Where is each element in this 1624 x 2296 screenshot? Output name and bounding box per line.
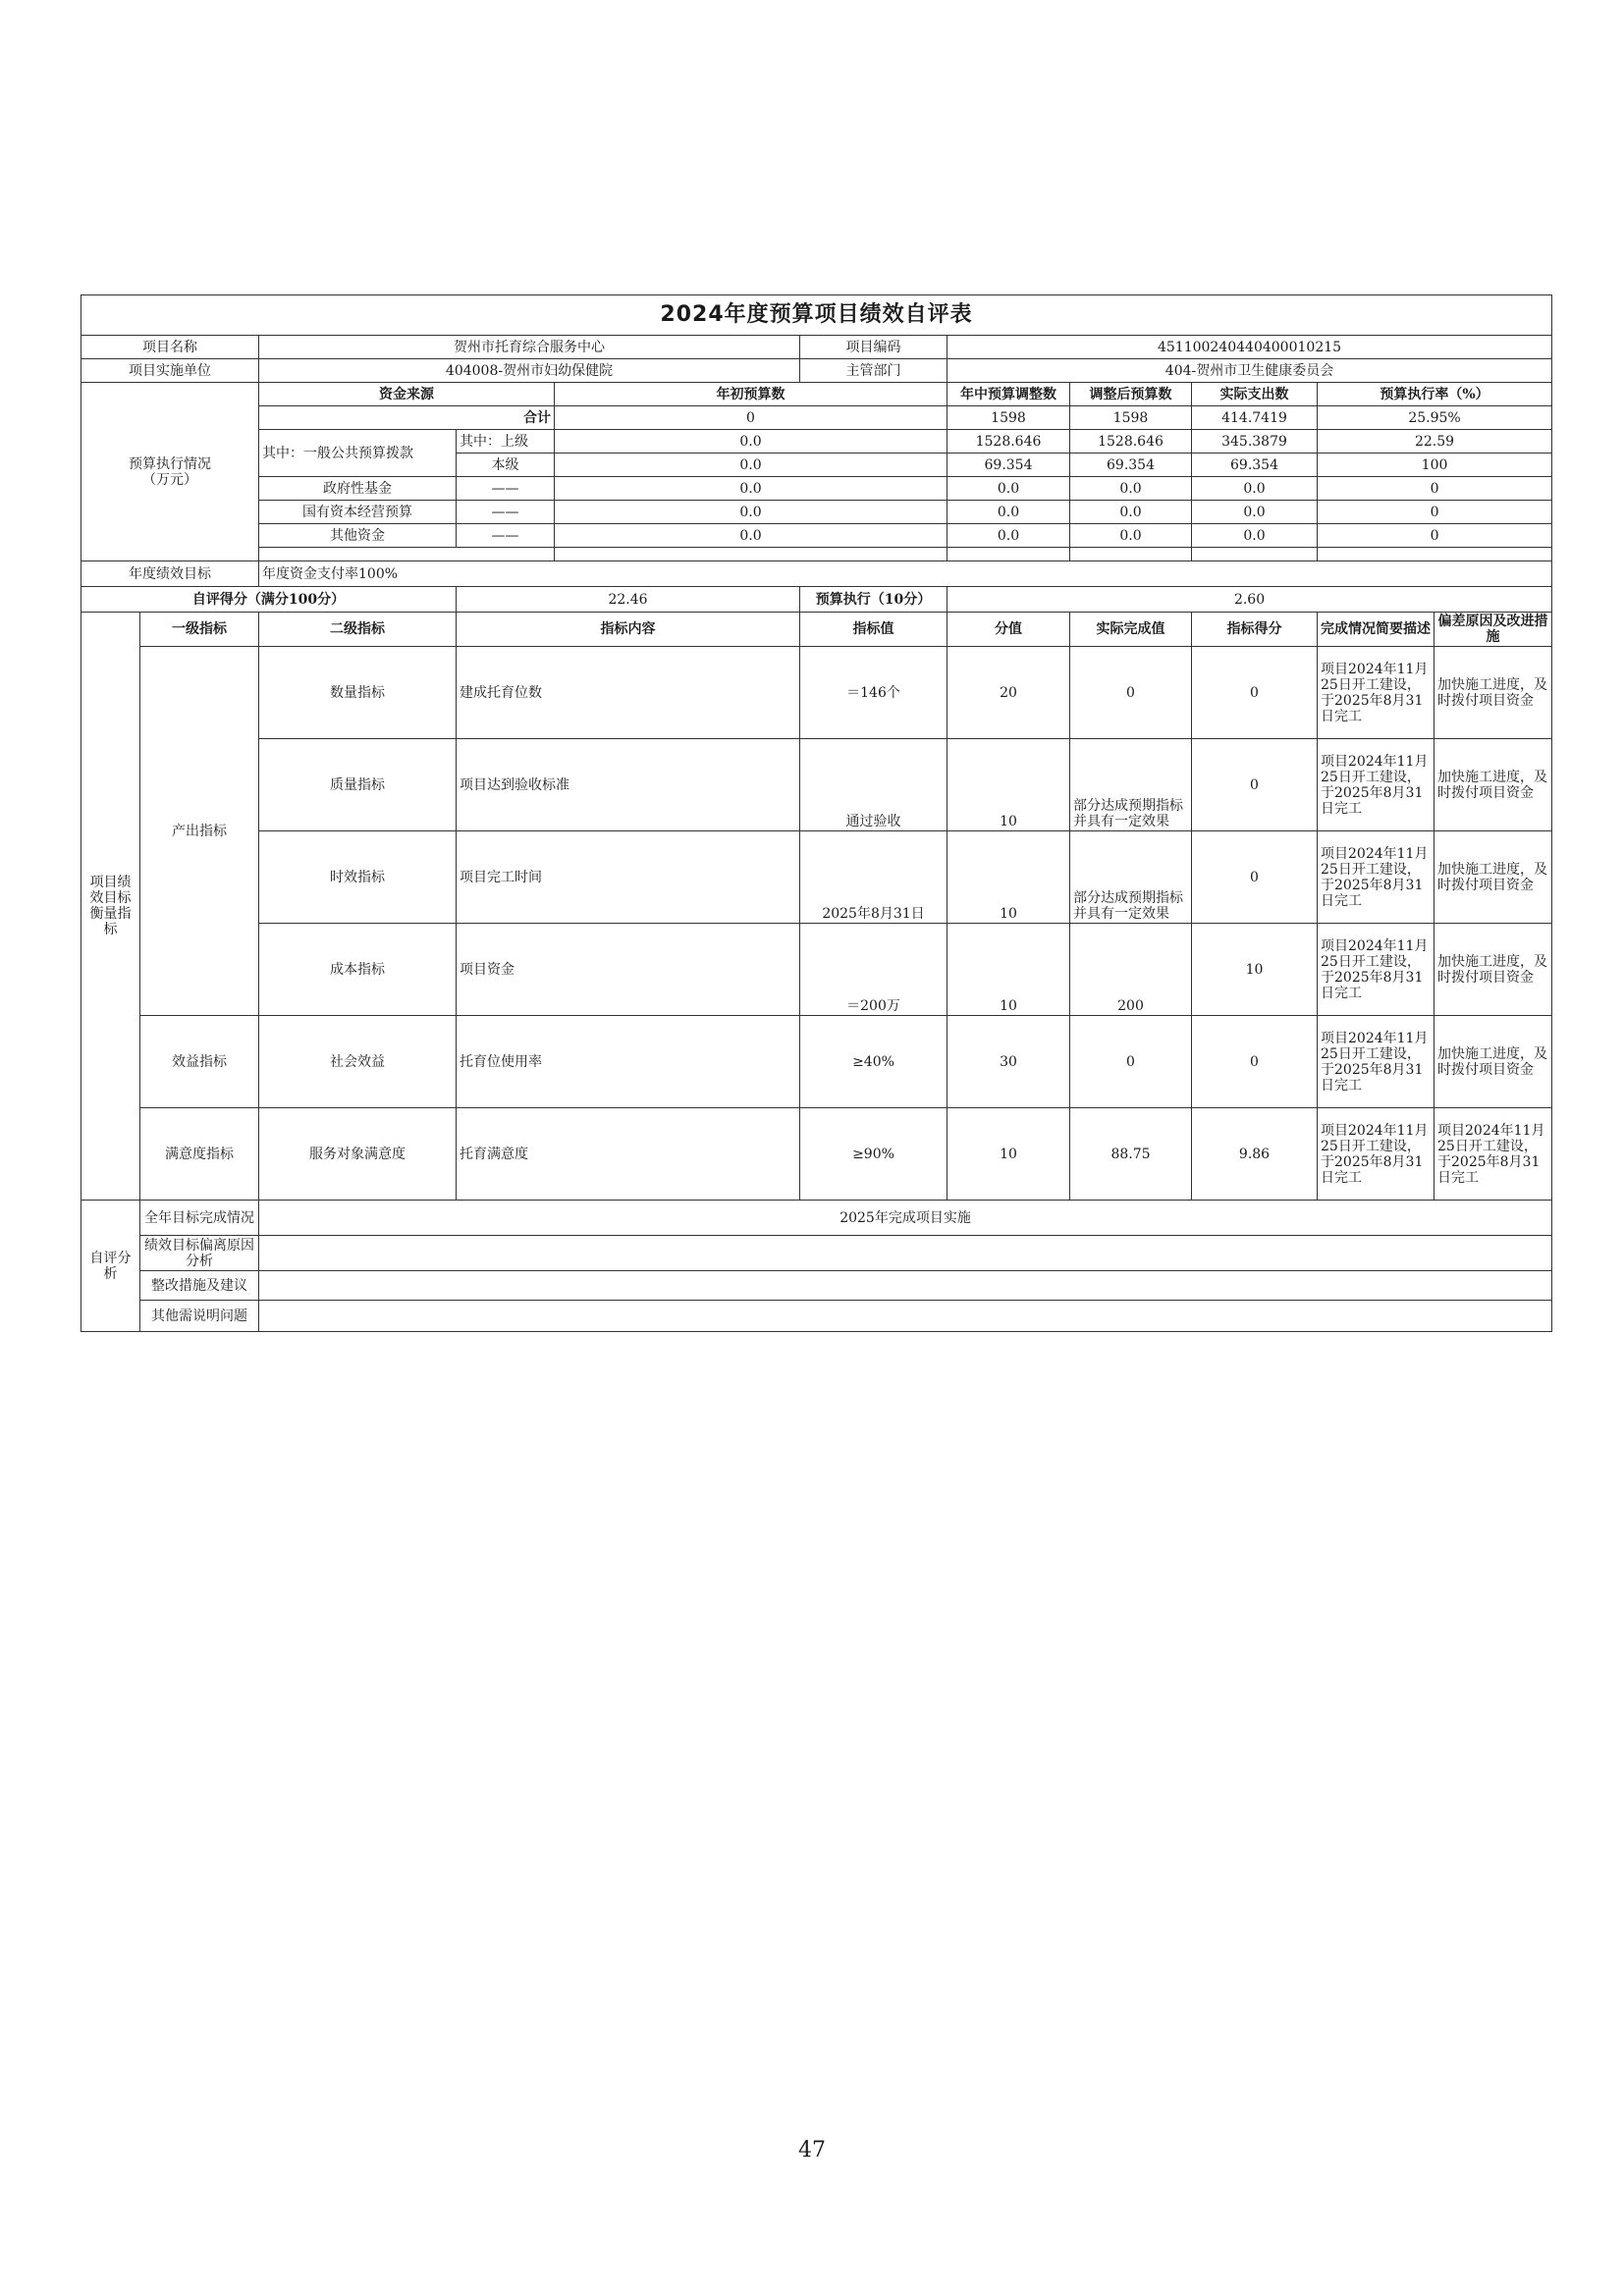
indicator-desc: 项目2024年11月25日开工建设，于2025年8月31日完工 [1318,739,1435,831]
budget-other-label: 其他资金 [259,524,457,548]
indicator-header-target: 指标值 [800,613,947,647]
indicator-score: 9.86 [1192,1108,1318,1201]
budget-other-mid-adjust: 0.0 [947,524,1070,548]
budget-header-source: 资金来源 [259,383,555,406]
indicator-header-level2: 二级指标 [259,613,457,647]
budget-local-actual: 69.354 [1192,454,1318,477]
indicator-header-score: 指标得分 [1192,613,1318,647]
budget-total-label: 合计 [259,406,555,430]
indicator-weight: 10 [947,739,1070,831]
project-dept: 404-贺州市卫生健康委员会 [947,359,1552,383]
budget-other-initial: 0.0 [555,524,947,548]
budget-state-capital-initial: 0.0 [555,501,947,524]
indicator-level2: 时效指标 [259,831,457,924]
indicator-content: 项目完工时间 [457,831,800,924]
budget-upper-rate: 22.59 [1318,430,1552,454]
indicator-header-level1: 一级指标 [140,613,259,647]
indicator-actual: 88.75 [1070,1108,1192,1201]
budget-total-initial: 0 [555,406,947,430]
indicator-level2: 数量指标 [259,647,457,739]
indicator-header-content: 指标内容 [457,613,800,647]
budget-upper-adjusted: 1528.646 [1070,430,1192,454]
indicator-desc: 项目2024年11月25日开工建设，于2025年8月31日完工 [1318,831,1435,924]
budget-total-mid-adjust: 1598 [947,406,1070,430]
indicator-level2: 社会效益 [259,1016,457,1108]
indicator-target: ≥40% [800,1016,947,1108]
self-eval-item-value [259,1301,1552,1332]
budget-state-capital-mid-adjust: 0.0 [947,501,1070,524]
budget-fund-dash: —— [457,477,555,501]
self-eval-item-value: 2025年完成项目实施 [259,1201,1552,1236]
budget-general-label: 其中：一般公共预算拨款 [259,430,457,477]
budget-state-capital-dash: —— [457,501,555,524]
self-eval-item-label: 绩效目标偏离原因分析 [140,1236,259,1271]
indicators-section-label: 项目绩效目标衡量指标 [81,613,140,1201]
indicator-level2: 服务对象满意度 [259,1108,457,1201]
indicator-header-desc: 完成情况简要描述 [1318,613,1435,647]
budget-header-mid-adjust: 年中预算调整数 [947,383,1070,406]
indicator-reason: 项目2024年11月25日开工建设，于2025年8月31日完工 [1435,1108,1552,1201]
evaluation-form [81,294,1551,1332]
indicator-desc: 项目2024年11月25日开工建设，于2025年8月31日完工 [1318,647,1435,739]
form-title: 2024年度预算项目绩效自评表 [81,295,1552,336]
budget-local-label: 本级 [457,454,555,477]
indicator-level2: 质量指标 [259,739,457,831]
indicator-score: 0 [1192,1016,1318,1108]
indicator-header-reason: 偏差原因及改进措施 [1435,613,1552,647]
indicator-content: 项目资金 [457,924,800,1016]
budget-fund-rate: 0 [1318,477,1552,501]
indicator-weight: 10 [947,924,1070,1016]
budget-fund-label: 政府性基金 [259,477,457,501]
indicator-reason: 加快施工进度，及时拨付项目资金 [1435,924,1552,1016]
self-eval-item-value [259,1271,1552,1301]
budget-local-adjusted: 69.354 [1070,454,1192,477]
project-code: 451100240440400010215 [947,336,1552,359]
indicator-satisfaction-label: 满意度指标 [140,1108,259,1201]
indicator-score: 0 [1192,647,1318,739]
project-name: 贺州市托育综合服务中心 [259,336,800,359]
indicator-weight: 10 [947,1108,1070,1201]
indicator-actual: 0 [1070,647,1192,739]
budget-other-actual: 0.0 [1192,524,1318,548]
self-eval-item-label: 全年目标完成情况 [140,1201,259,1236]
indicator-level2: 成本指标 [259,924,457,1016]
indicator-desc: 项目2024年11月25日开工建设，于2025年8月31日完工 [1318,1108,1435,1201]
budget-exec-score-label: 预算执行（10分） [800,587,947,613]
indicator-actual: 200 [1070,924,1192,1016]
self-eval-item-label: 整改措施及建议 [140,1271,259,1301]
budget-state-capital-label: 国有资本经营预算 [259,501,457,524]
indicator-actual: 0 [1070,1016,1192,1108]
annual-goal-label: 年度绩效目标 [81,561,259,587]
indicator-reason: 加快施工进度，及时拨付项目资金 [1435,1016,1552,1108]
budget-header-rate: 预算执行率（%） [1318,383,1552,406]
budget-total-actual: 414.7419 [1192,406,1318,430]
self-eval-item-label: 其他需说明问题 [140,1301,259,1332]
project-unit: 404008-贺州市妇幼保健院 [259,359,800,383]
indicator-content: 托育满意度 [457,1108,800,1201]
indicator-weight: 30 [947,1016,1070,1108]
indicator-score: 0 [1192,739,1318,831]
budget-fund-actual: 0.0 [1192,477,1318,501]
indicator-output-label: 产出指标 [140,647,259,1016]
budget-state-capital-rate: 0 [1318,501,1552,524]
budget-state-capital-adjusted: 0.0 [1070,501,1192,524]
indicator-content: 托育位使用率 [457,1016,800,1108]
indicator-header-weight: 分值 [947,613,1070,647]
budget-other-adjusted: 0.0 [1070,524,1192,548]
budget-upper-mid-adjust: 1528.646 [947,430,1070,454]
self-eval-item-value [259,1236,1552,1271]
budget-total-rate: 25.95% [1318,406,1552,430]
indicator-actual: 部分达成预期指标并具有一定效果 [1070,739,1192,831]
budget-header-initial: 年初预算数 [555,383,947,406]
project-name-label: 项目名称 [81,336,259,359]
budget-fund-adjusted: 0.0 [1070,477,1192,501]
indicator-weight: 20 [947,647,1070,739]
budget-header-adjusted: 调整后预算数 [1070,383,1192,406]
indicator-weight: 10 [947,831,1070,924]
budget-fund-initial: 0.0 [555,477,947,501]
self-eval-section-label: 自评分析 [81,1201,140,1332]
budget-total-adjusted: 1598 [1070,406,1192,430]
indicator-desc: 项目2024年11月25日开工建设，于2025年8月31日完工 [1318,1016,1435,1108]
indicator-score: 10 [1192,924,1318,1016]
budget-other-dash: —— [457,524,555,548]
indicator-reason: 加快施工进度，及时拨付项目资金 [1435,647,1552,739]
project-code-label: 项目编码 [800,336,947,359]
budget-local-mid-adjust: 69.354 [947,454,1070,477]
indicator-target: ＝200万 [800,924,947,1016]
indicator-reason: 加快施工进度，及时拨付项目资金 [1435,739,1552,831]
budget-other-rate: 0 [1318,524,1552,548]
project-dept-label: 主管部门 [800,359,947,383]
indicator-benefit-label: 效益指标 [140,1016,259,1108]
indicator-reason: 加快施工进度，及时拨付项目资金 [1435,831,1552,924]
budget-fund-mid-adjust: 0.0 [947,477,1070,501]
indicator-desc: 项目2024年11月25日开工建设，于2025年8月31日完工 [1318,924,1435,1016]
indicator-target: 2025年8月31日 [800,831,947,924]
budget-upper-initial: 0.0 [555,430,947,454]
indicator-target: 通过验收 [800,739,947,831]
budget-section-label: 预算执行情况 （万元） [81,383,259,561]
indicator-content: 项目达到验收标准 [457,739,800,831]
evaluation-table [81,294,1552,1332]
budget-header-actual: 实际支出数 [1192,383,1318,406]
budget-upper-label: 其中：上级 [457,430,555,454]
indicator-target: ＝146个 [800,647,947,739]
self-score-value: 22.46 [457,587,800,613]
indicator-actual: 部分达成预期指标并具有一定效果 [1070,831,1192,924]
budget-state-capital-actual: 0.0 [1192,501,1318,524]
budget-exec-score-value: 2.60 [947,587,1552,613]
project-unit-label: 项目实施单位 [81,359,259,383]
indicator-target: ≥90% [800,1108,947,1201]
indicator-score: 0 [1192,831,1318,924]
page-number: 47 [798,2138,826,2163]
indicator-header-actual: 实际完成值 [1070,613,1192,647]
budget-local-initial: 0.0 [555,454,947,477]
indicator-content: 建成托育位数 [457,647,800,739]
budget-upper-actual: 345.3879 [1192,430,1318,454]
annual-goal-value: 年度资金支付率100% [259,561,1552,587]
budget-local-rate: 100 [1318,454,1552,477]
self-score-label: 自评得分（满分100分） [81,587,457,613]
